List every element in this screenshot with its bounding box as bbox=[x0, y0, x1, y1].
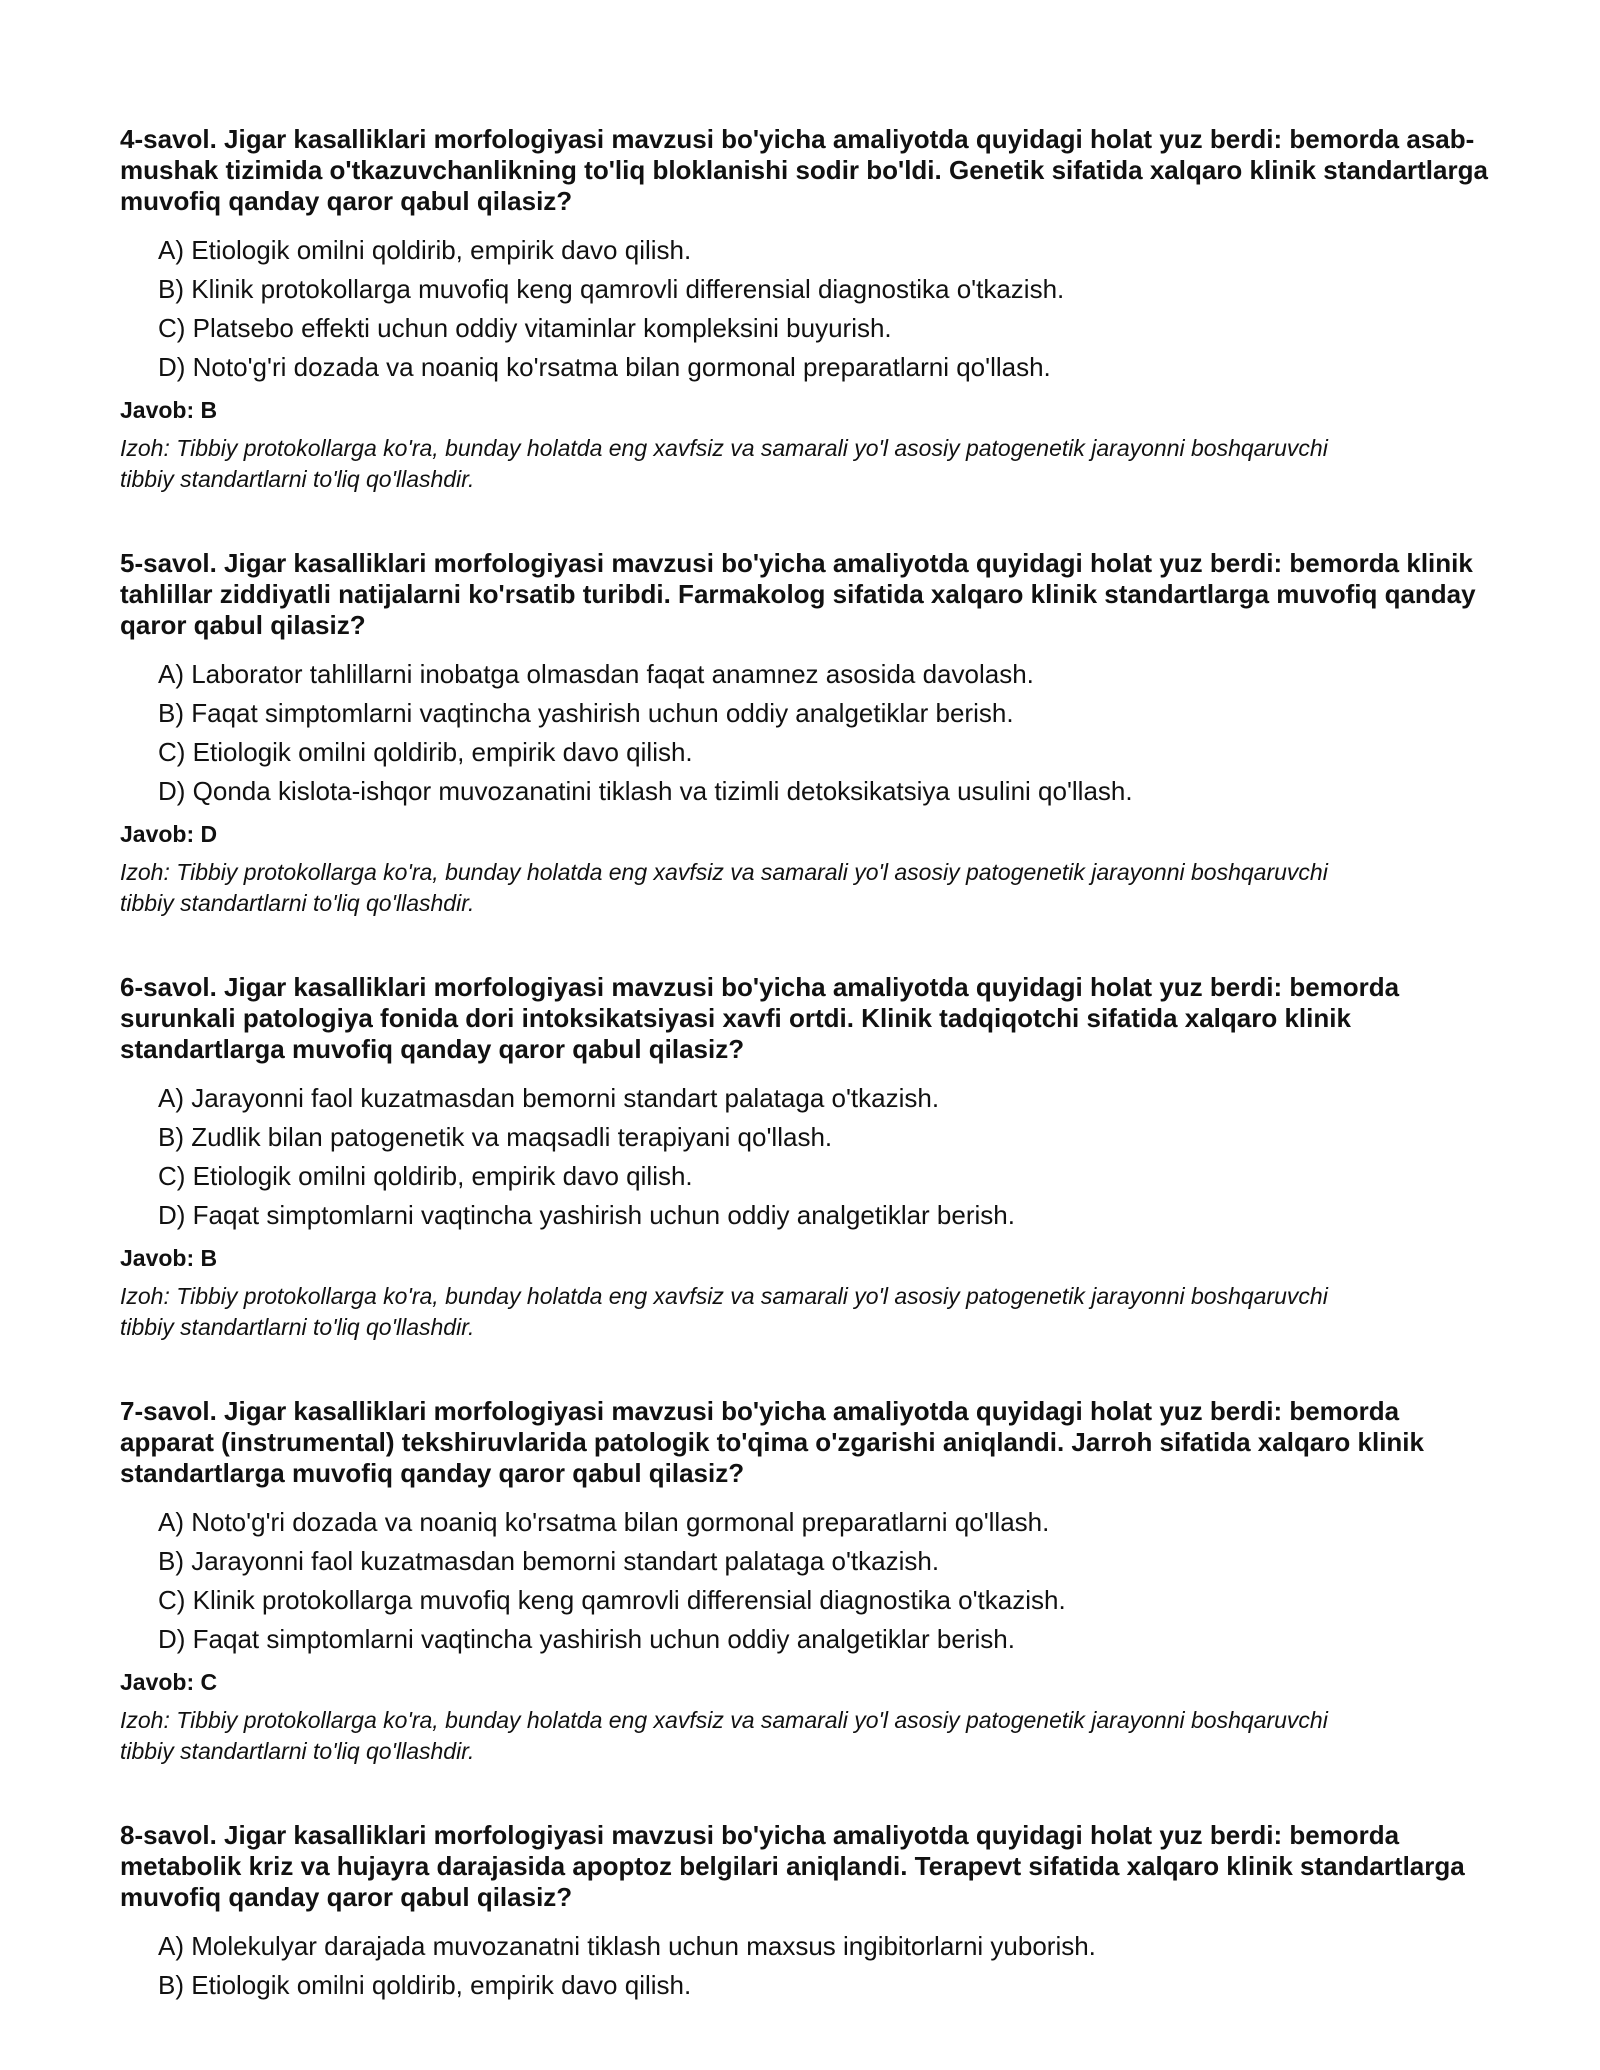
option-b: B) Jarayonni faol kuzatmasdan bemorni standart palataga o'tkazish. bbox=[158, 1546, 940, 1576]
explanation-note: Izoh: Tibbiy protokollarga ko'ra, bunday holatda eng xavfsiz va samarali yo'l asosiy patogenetik jarayonni boshqaruvchi tibbiy standartlarni to'liq qo'llashdir. bbox=[120, 1283, 1328, 1340]
answer-label: Javob: C bbox=[120, 1669, 218, 1695]
question-title: 4-savol. Jigar kasalliklari morfologiyasi mavzusi bo'yicha amaliyotda quyidagi holat yuz berdi: bemorda asab-mushak tizimida o'tkazuvchanlikning to'liq bloklanishi sodir bo'ldi. Genetik sifatida xalqaro klinik standartlarga muvofiq qanday qaror qabul qilasiz? bbox=[120, 124, 1488, 216]
option-c: C) Etiologik omilni qoldirib, empirik davo qilish. bbox=[158, 1161, 693, 1191]
question-8 bbox=[120, 1820, 1500, 2005]
option-a: A) Laborator tahlillarni inobatga olmasdan faqat anamnez asosida davolash. bbox=[158, 659, 1034, 689]
option-d: D) Noto'g'ri dozada va noaniq ko'rsatma bilan gormonal preparatlarni qo'llash. bbox=[158, 352, 1051, 382]
answer-options bbox=[120, 1927, 1500, 2005]
explanation-note: Izoh: Tibbiy protokollarga ko'ra, bunday holatda eng xavfsiz va samarali yo'l asosiy patogenetik jarayonni boshqaruvchi tibbiy standartlarni to'liq qo'llashdir. bbox=[120, 435, 1328, 492]
option-a: A) Molekulyar darajada muvozanatni tiklash uchun maxsus ingibitorlarni yuborish. bbox=[158, 1931, 1096, 1961]
option-c: C) Klinik protokollarga muvofiq keng qamrovli differensial diagnostika o'tkazish. bbox=[158, 1585, 1066, 1615]
question-title: 6-savol. Jigar kasalliklari morfologiyasi mavzusi bo'yicha amaliyotda quyidagi holat yuz berdi: bemorda surunkali patologiya fonida dori intoksikatsiyasi xavfi ortdi. Klinik tadqiqotchi sifatida xalqaro klinik standartlarga muvofiq qanday qaror qabul qilasiz? bbox=[120, 972, 1400, 1064]
question-7 bbox=[120, 1396, 1500, 1767]
question-4 bbox=[120, 124, 1500, 495]
option-d: D) Faqat simptomlarni vaqtincha yashirish uchun oddiy analgetiklar berish. bbox=[158, 1624, 1015, 1654]
option-a: A) Jarayonni faol kuzatmasdan bemorni standart palataga o'tkazish. bbox=[158, 1083, 940, 1113]
explanation-note: Izoh: Tibbiy protokollarga ko'ra, bunday holatda eng xavfsiz va samarali yo'l asosiy patogenetik jarayonni boshqaruvchi tibbiy standartlarni to'liq qo'llashdir. bbox=[120, 859, 1328, 916]
question-6 bbox=[120, 972, 1500, 1343]
option-c: C) Platsebo effekti uchun oddiy vitaminlar kompleksini buyurish. bbox=[158, 313, 892, 343]
answer-options bbox=[120, 655, 1500, 811]
explanation-note: Izoh: Tibbiy protokollarga ko'ra, bunday holatda eng xavfsiz va samarali yo'l asosiy patogenetik jarayonni boshqaruvchi tibbiy standartlarni to'liq qo'llashdir. bbox=[120, 1707, 1328, 1764]
option-d: D) Qonda kislota-ishqor muvozanatini tiklash va tizimli detoksikatsiya usulini qo'llash. bbox=[158, 776, 1133, 806]
option-d: D) Faqat simptomlarni vaqtincha yashirish uchun oddiy analgetiklar berish. bbox=[158, 1200, 1015, 1230]
answer-options bbox=[120, 231, 1500, 387]
question-title: 7-savol. Jigar kasalliklari morfologiyasi mavzusi bo'yicha amaliyotda quyidagi holat yuz berdi: bemorda apparat (instrumental) tekshiruvlarida patologik to'qima o'zgarishi aniqlandi. Jarroh sifatida xalqaro klinik standartlarga muvofiq qanday qaror qabul qilasiz? bbox=[120, 1396, 1424, 1488]
option-a: A) Noto'g'ri dozada va noaniq ko'rsatma bilan gormonal preparatlarni qo'llash. bbox=[158, 1507, 1050, 1537]
answer-options bbox=[120, 1503, 1500, 1659]
option-b: B) Faqat simptomlarni vaqtincha yashirish uchun oddiy analgetiklar berish. bbox=[158, 698, 1014, 728]
answer-options bbox=[120, 1079, 1500, 1235]
option-b: B) Klinik protokollarga muvofiq keng qamrovli differensial diagnostika o'tkazish. bbox=[158, 274, 1065, 304]
option-a: A) Etiologik omilni qoldirib, empirik davo qilish. bbox=[158, 235, 692, 265]
option-b: B) Zudlik bilan patogenetik va maqsadli terapiyani qo'llash. bbox=[158, 1122, 833, 1152]
answer-label: Javob: D bbox=[120, 821, 218, 847]
question-title: 8-savol. Jigar kasalliklari morfologiyasi mavzusi bo'yicha amaliyotda quyidagi holat yuz berdi: bemorda metabolik kriz va hujayra darajasida apoptoz belgilari aniqlandi. Terapevt sifatida xalqaro klinik standartlarga muvofiq qanday qaror qabul qilasiz? bbox=[120, 1820, 1465, 1912]
answer-label: Javob: B bbox=[120, 1245, 218, 1271]
answer-label: Javob: B bbox=[120, 397, 218, 423]
question-5 bbox=[120, 548, 1500, 919]
document-page bbox=[120, 124, 1500, 2058]
option-b: B) Etiologik omilni qoldirib, empirik davo qilish. bbox=[158, 1970, 692, 2000]
question-title: 5-savol. Jigar kasalliklari morfologiyasi mavzusi bo'yicha amaliyotda quyidagi holat yuz berdi: bemorda klinik tahlillar ziddiyatli natijalarni ko'rsatib turibdi. Farmakolog sifatida xalqaro klinik standartlarga muvofiq qanday qaror qabul qilasiz? bbox=[120, 548, 1476, 640]
option-c: C) Etiologik omilni qoldirib, empirik davo qilish. bbox=[158, 737, 693, 767]
